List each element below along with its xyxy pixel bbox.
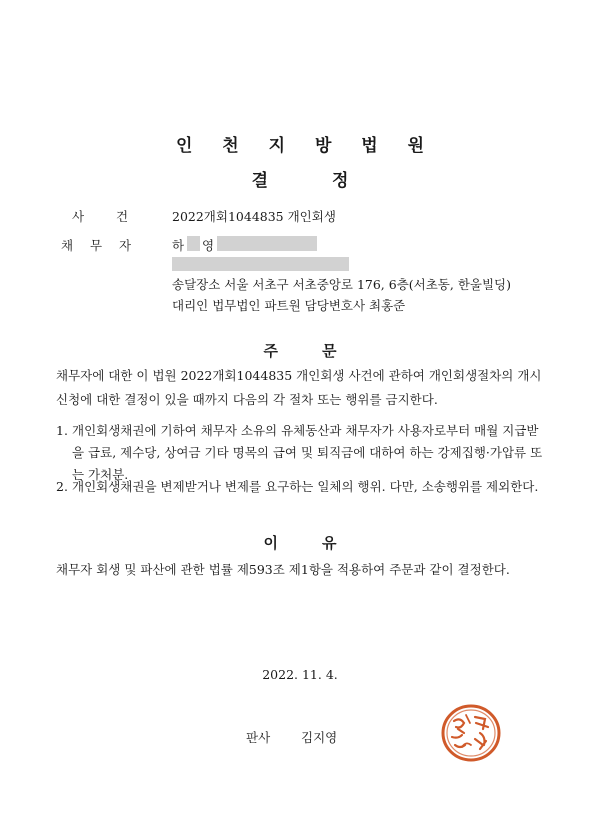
order-heading xyxy=(0,340,600,361)
case-number: 2022개회1044835 개인회생 xyxy=(172,209,336,224)
order-heading-char2: 문 xyxy=(322,342,337,360)
reason-text: 채무자 회생 및 파산에 관한 법률 제593조 제1항을 적용하여 주문과 같이 결정한다. xyxy=(56,562,510,577)
debtor-name-last: 영 xyxy=(202,238,215,253)
redaction-id xyxy=(217,236,317,251)
judge-name: 김지영 xyxy=(301,730,338,745)
judge-seal-stamp xyxy=(440,703,502,763)
court-name: 인 천 지 방 법 원 xyxy=(175,136,437,156)
debtor-label-char2: 무 xyxy=(90,238,103,253)
order-item-number: 2. xyxy=(56,479,68,494)
redaction-name xyxy=(187,236,200,251)
case-label-char1: 사 xyxy=(72,209,85,224)
debtor-label-char3: 자 xyxy=(119,238,132,253)
reason-heading-char2: 유 xyxy=(322,534,337,552)
order-item-text: 개인회생채권에 기하여 채무자 소유의 유체동산과 채무자가 사용자로부터 매월 지급받을 급료, 제수당, 상여금 기타 명목의 급여 및 퇴직금에 대하여 하는 강제집행·가압류 또는 가처분. xyxy=(72,423,543,482)
order-item-2 xyxy=(56,476,546,498)
decision-date: 2022. 11. 4. xyxy=(262,667,338,682)
document-title xyxy=(0,166,600,191)
judge-title: 판사 xyxy=(246,730,271,745)
order-item-text: 개인회생채권을 변제받거나 변제를 요구하는 일체의 행위. 다만, 소송행위를 제외한다. xyxy=(72,479,539,494)
case-label-char2: 건 xyxy=(116,209,129,224)
service-address: 송달장소 서울 서초구 서초중앙로 176, 6층(서초동, 한울빌딩) xyxy=(172,277,512,292)
document-title-part1: 결 xyxy=(251,171,268,191)
order-intro: 채무자에 대한 이 법원 2022개회1044835 개인회생 사건에 관하여 개인회생절차의 개시신청에 대한 결정이 있을 때까지 다음의 각 절차 또는 행위를 금지한다. xyxy=(56,368,542,407)
order-heading-char1: 주 xyxy=(263,342,278,360)
reason-heading xyxy=(0,532,600,553)
order-item-number: 1. xyxy=(56,423,68,438)
reason-heading-char1: 이 xyxy=(263,534,278,552)
debtor-label-char1: 채 xyxy=(61,238,74,253)
attorney: 대리인 법무법인 파트원 담당변호사 최홍준 xyxy=(172,298,406,313)
debtor-name-first: 하 xyxy=(172,238,185,253)
redaction-address xyxy=(172,257,349,271)
document-title-part2: 정 xyxy=(332,171,349,191)
